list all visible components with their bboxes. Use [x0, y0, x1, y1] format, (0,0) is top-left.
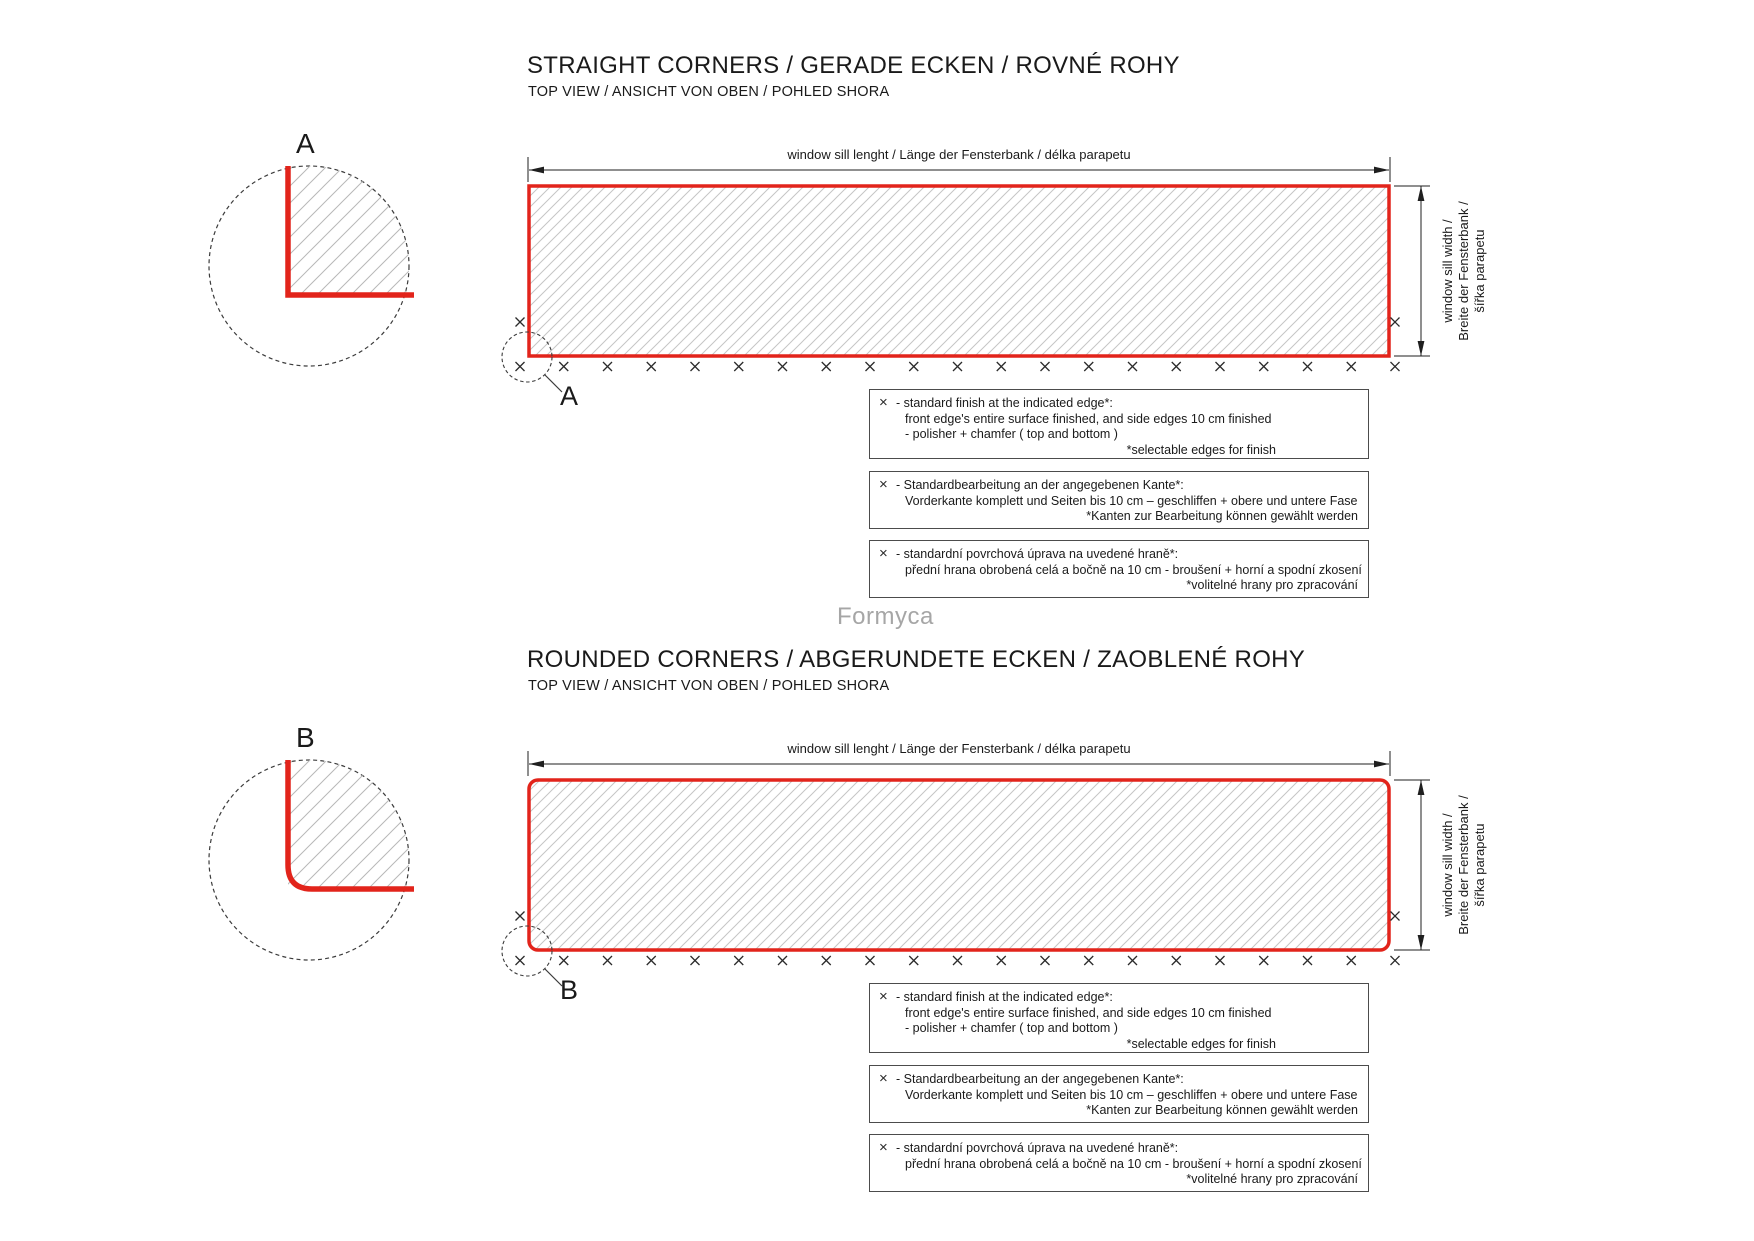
- note-line: přední hrana obrobená celá a bočně na 10 cm - broušení + horní a spodní zkosení: [905, 1156, 1362, 1171]
- window-sill-outline: [529, 780, 1389, 950]
- edge-finish-x-mark: [953, 956, 962, 965]
- note-box-german: [869, 471, 1369, 529]
- section-subtitle: TOP VIEW / ANSICHT VON OBEN / POHLED SHORA: [528, 84, 890, 100]
- edge-finish-x-mark: [559, 956, 568, 965]
- edge-finish-x-mark: [516, 912, 525, 921]
- note-box-german: [869, 1065, 1369, 1123]
- edge-finish-x-mark: [1391, 956, 1400, 965]
- edge-finish-x-mark: [997, 956, 1006, 965]
- note-line: front edge's entire surface finished, and side edges 10 cm finished: [905, 1005, 1272, 1020]
- note-line: - standardní povrchová úprava na uvedené hraně*:: [896, 547, 1179, 561]
- note-line: - polisher + chamfer ( top and bottom ): [905, 427, 1118, 442]
- edge-finish-x-mark: [822, 956, 831, 965]
- edge-finish-x-mark: [1347, 956, 1356, 965]
- width-label-line: Breite der Fensterbank /: [1456, 795, 1471, 935]
- edge-finish-x-mark: [1216, 362, 1225, 371]
- edge-finish-x-mark: [516, 956, 525, 965]
- edge-finish-x-mark: [734, 362, 743, 371]
- width-label-line: window sill width /: [1440, 219, 1455, 323]
- edge-finish-x-mark: [822, 362, 831, 371]
- length-dimension-label: window sill lenght / Länge der Fensterbank / délka parapetu: [787, 741, 1131, 756]
- detail-circle-label: B: [296, 722, 315, 753]
- edge-finish-x-mark: [647, 956, 656, 965]
- edge-finish-x-mark: [1041, 362, 1050, 371]
- edge-finish-x-mark: [1041, 956, 1050, 965]
- length-dimension-label: window sill lenght / Länge der Fensterbank / délka parapetu: [787, 147, 1131, 162]
- window-sill-outline: [529, 186, 1389, 356]
- edge-finish-x-mark: [691, 956, 700, 965]
- note-box-czech: [869, 1134, 1369, 1192]
- edge-finish-x-mark: [1128, 362, 1137, 371]
- edge-finish-x-mark: [1391, 912, 1400, 921]
- edge-finish-x-mark: [953, 362, 962, 371]
- width-label-line: šířka parapetu: [1472, 229, 1487, 313]
- edge-finish-x-mark: [1216, 956, 1225, 965]
- edge-finish-x-mark: [909, 956, 918, 965]
- edge-finish-x-mark: [909, 362, 918, 371]
- edge-finish-x-mark: [1172, 362, 1181, 371]
- width-label-line: Breite der Fensterbank /: [1456, 201, 1471, 341]
- x-mark-icon: ×: [879, 1139, 888, 1156]
- note-footnote: *Kanten zur Bearbeitung können gewählt werden: [1086, 509, 1358, 524]
- edge-finish-x-mark: [1303, 362, 1312, 371]
- note-footnote: *volitelné hrany pro zpracování: [1186, 578, 1358, 593]
- section-title: ROUNDED CORNERS / ABGERUNDETE ECKEN / ZAOBLENÉ ROHY: [527, 646, 1306, 673]
- watermark-logo: Formyca: [837, 603, 934, 630]
- edge-finish-x-mark: [866, 362, 875, 371]
- edge-finish-x-mark: [603, 362, 612, 371]
- x-mark-icon: ×: [879, 545, 888, 562]
- x-mark-icon: ×: [879, 476, 888, 493]
- edge-finish-x-mark: [1391, 362, 1400, 371]
- edge-finish-x-mark: [866, 956, 875, 965]
- section-rounded-corners: [0, 594, 1754, 1206]
- edge-finish-x-mark: [1128, 956, 1137, 965]
- note-footnote: *selectable edges for finish: [1126, 442, 1276, 457]
- edge-finish-x-mark: [1259, 956, 1268, 965]
- note-line: Vorderkante komplett und Seiten bis 10 cm – geschliffen + obere und untere Fase: [905, 1087, 1358, 1102]
- edge-finish-x-mark: [516, 318, 525, 327]
- width-dimension: [1394, 186, 1430, 356]
- edge-finish-x-mark: [1303, 956, 1312, 965]
- note-line: - standardní povrchová úprava na uvedené hraně*:: [896, 1141, 1179, 1155]
- note-line: - polisher + chamfer ( top and bottom ): [905, 1021, 1118, 1036]
- detail-circle-label: A: [296, 128, 315, 159]
- edge-finish-x-mark: [997, 362, 1006, 371]
- edge-finish-x-mark: [516, 362, 525, 371]
- edge-finish-x-mark: [691, 362, 700, 371]
- note-footnote: *volitelné hrany pro zpracování: [1186, 1172, 1358, 1187]
- edge-finish-x-mark: [1084, 362, 1093, 371]
- edge-finish-x-mark: [647, 362, 656, 371]
- width-label-line: window sill width /: [1440, 813, 1455, 917]
- edge-finish-x-mark: [1172, 956, 1181, 965]
- width-dimension-label: [1440, 795, 1488, 934]
- note-line: přední hrana obrobená celá a bočně na 10 cm - broušení + horní a spodní zkosení: [905, 562, 1362, 577]
- note-footnote: *Kanten zur Bearbeitung können gewählt werden: [1086, 1103, 1358, 1118]
- edge-finish-x-mark: [778, 956, 787, 965]
- width-dimension-label: [1440, 201, 1488, 340]
- edge-finish-x-mark: [559, 362, 568, 371]
- note-line: - Standardbearbeitung an der angegebenen Kante*:: [896, 478, 1184, 492]
- note-line: Vorderkante komplett und Seiten bis 10 cm – geschliffen + obere und untere Fase: [905, 493, 1358, 508]
- edge-finish-x-mark: [778, 362, 787, 371]
- width-dimension: [1394, 780, 1430, 950]
- corner-callout-label: B: [560, 975, 579, 1005]
- note-line: - standard finish at the indicated edge*:: [896, 990, 1113, 1004]
- edge-finish-x-mark: [1347, 362, 1356, 371]
- edge-finish-x-mark: [734, 956, 743, 965]
- edge-finish-x-mark: [1259, 362, 1268, 371]
- edge-finish-x-mark: [603, 956, 612, 965]
- x-mark-icon: ×: [879, 988, 888, 1005]
- note-line: - standard finish at the indicated edge*:: [896, 396, 1113, 410]
- note-footnote: *selectable edges for finish: [1126, 1036, 1276, 1051]
- x-mark-icon: ×: [879, 1070, 888, 1087]
- note-box-english: [869, 389, 1369, 459]
- edge-finish-x-mark: [1391, 318, 1400, 327]
- note-line: - Standardbearbeitung an der angegebenen Kante*:: [896, 1072, 1184, 1086]
- note-line: front edge's entire surface finished, and side edges 10 cm finished: [905, 411, 1272, 426]
- section-title: STRAIGHT CORNERS / GERADE ECKEN / ROVNÉ ROHY: [527, 52, 1180, 79]
- section-straight-corners: [0, 0, 1754, 612]
- corner-callout-label: A: [560, 381, 579, 411]
- note-box-czech: [869, 540, 1369, 598]
- edge-finish-x-mark: [1084, 956, 1093, 965]
- section-subtitle: TOP VIEW / ANSICHT VON OBEN / POHLED SHORA: [528, 678, 890, 694]
- detail-hatch-area: [288, 166, 409, 295]
- detail-hatch-area: [288, 760, 409, 889]
- x-mark-icon: ×: [879, 394, 888, 411]
- note-box-english: [869, 983, 1369, 1053]
- width-label-line: šířka parapetu: [1472, 823, 1487, 907]
